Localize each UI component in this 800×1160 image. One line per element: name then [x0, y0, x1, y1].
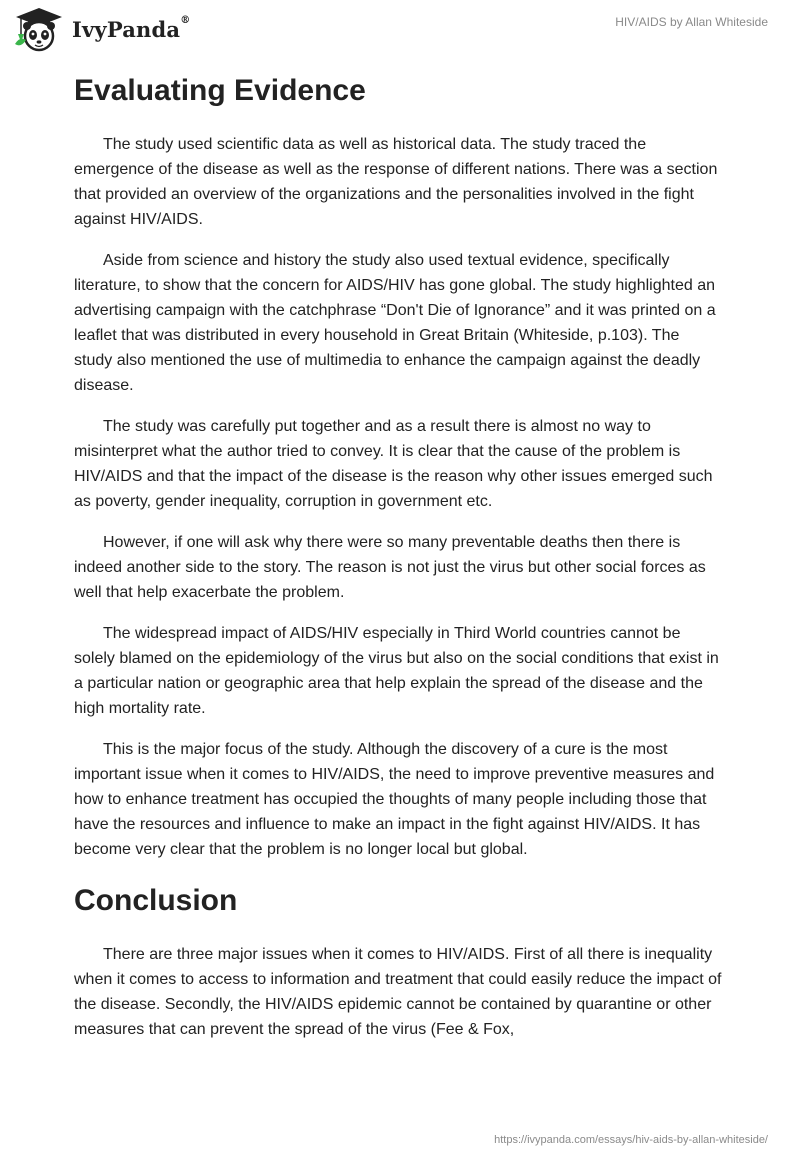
ivypanda-logo[interactable] — [12, 6, 190, 52]
paragraph: The study used scientific data as well as historical data. The study traced the emergence of the disease as well as the response of different nations. There was a section that provided an overview of the organizations and the personalities involved in the fight against HIV/AIDS. — [74, 136, 718, 228]
paragraph: This is the major focus of the study. Although the discovery of a cure is the most important issue when it comes to HIV/AIDS, the need to improve preventive measures and how to enhance treatment has occupied the thoughts of many people including those that have the resources and influence to make an impact in the fight against HIV/AIDS. It has become very clear that the problem is no longer local but global. — [74, 741, 715, 858]
paragraph: The widespread impact of AIDS/HIV especially in Third World countries cannot be solely blamed on the epidemiology of the virus but also on the social conditions that exist in a particular nation or geographic area that help explain the spread of the disease and the high mortality rate. — [74, 625, 719, 717]
section-heading-evaluating-evidence: Evaluating Evidence — [74, 74, 366, 107]
paragraph: Aside from science and history the study also used textual evidence, specifically literature, to show that the concern for AIDS/HIV has gone global. The study highlighted an advertising campaign with the catchphrase “Don't Die of Ignorance” and it was printed on a leaflet that was distributed in every household in Great Britain (Whiteside, p.103). The study also mentioned the use of multimedia to enhance the campaign against the deadly disease. — [74, 252, 716, 394]
panda-graduation-cap-icon — [12, 6, 66, 52]
paragraph: However, if one will ask why there were so many preventable deaths then there is indeed another side to the story. The reason is not just the virus but other social forces as well that help exacerbate the problem. — [74, 534, 706, 601]
registered-mark: ® — [180, 14, 191, 26]
page-header — [0, 0, 800, 60]
paragraph: There are three major issues when it comes to HIV/AIDS. First of all there is inequality when it comes to access to information and treatment that could easily reduce the impact of the disease. Secondly, the HIV/AIDS epidemic cannot be contained by quarantine or other measures that can prevent the spread of the virus (Fee & Fox, — [74, 946, 722, 1038]
essay-content — [74, 68, 722, 1058]
paragraph: The study was carefully put together and as a result there is almost no way to misinterpret what the author tried to convey. It is clear that the cause of the problem is HIV/AIDS and that the impact of the disease is the reason why other issues emerged such as poverty, gender inequality, corruption in government etc. — [74, 418, 713, 510]
source-url[interactable]: https://ivypanda.com/essays/hiv-aids-by-allan-whiteside/ — [494, 1134, 768, 1146]
document-title: HIV/AIDS by Allan Whiteside — [615, 15, 768, 29]
section-heading-conclusion: Conclusion — [74, 884, 238, 917]
brand-name: IvyPanda® — [72, 14, 191, 42]
